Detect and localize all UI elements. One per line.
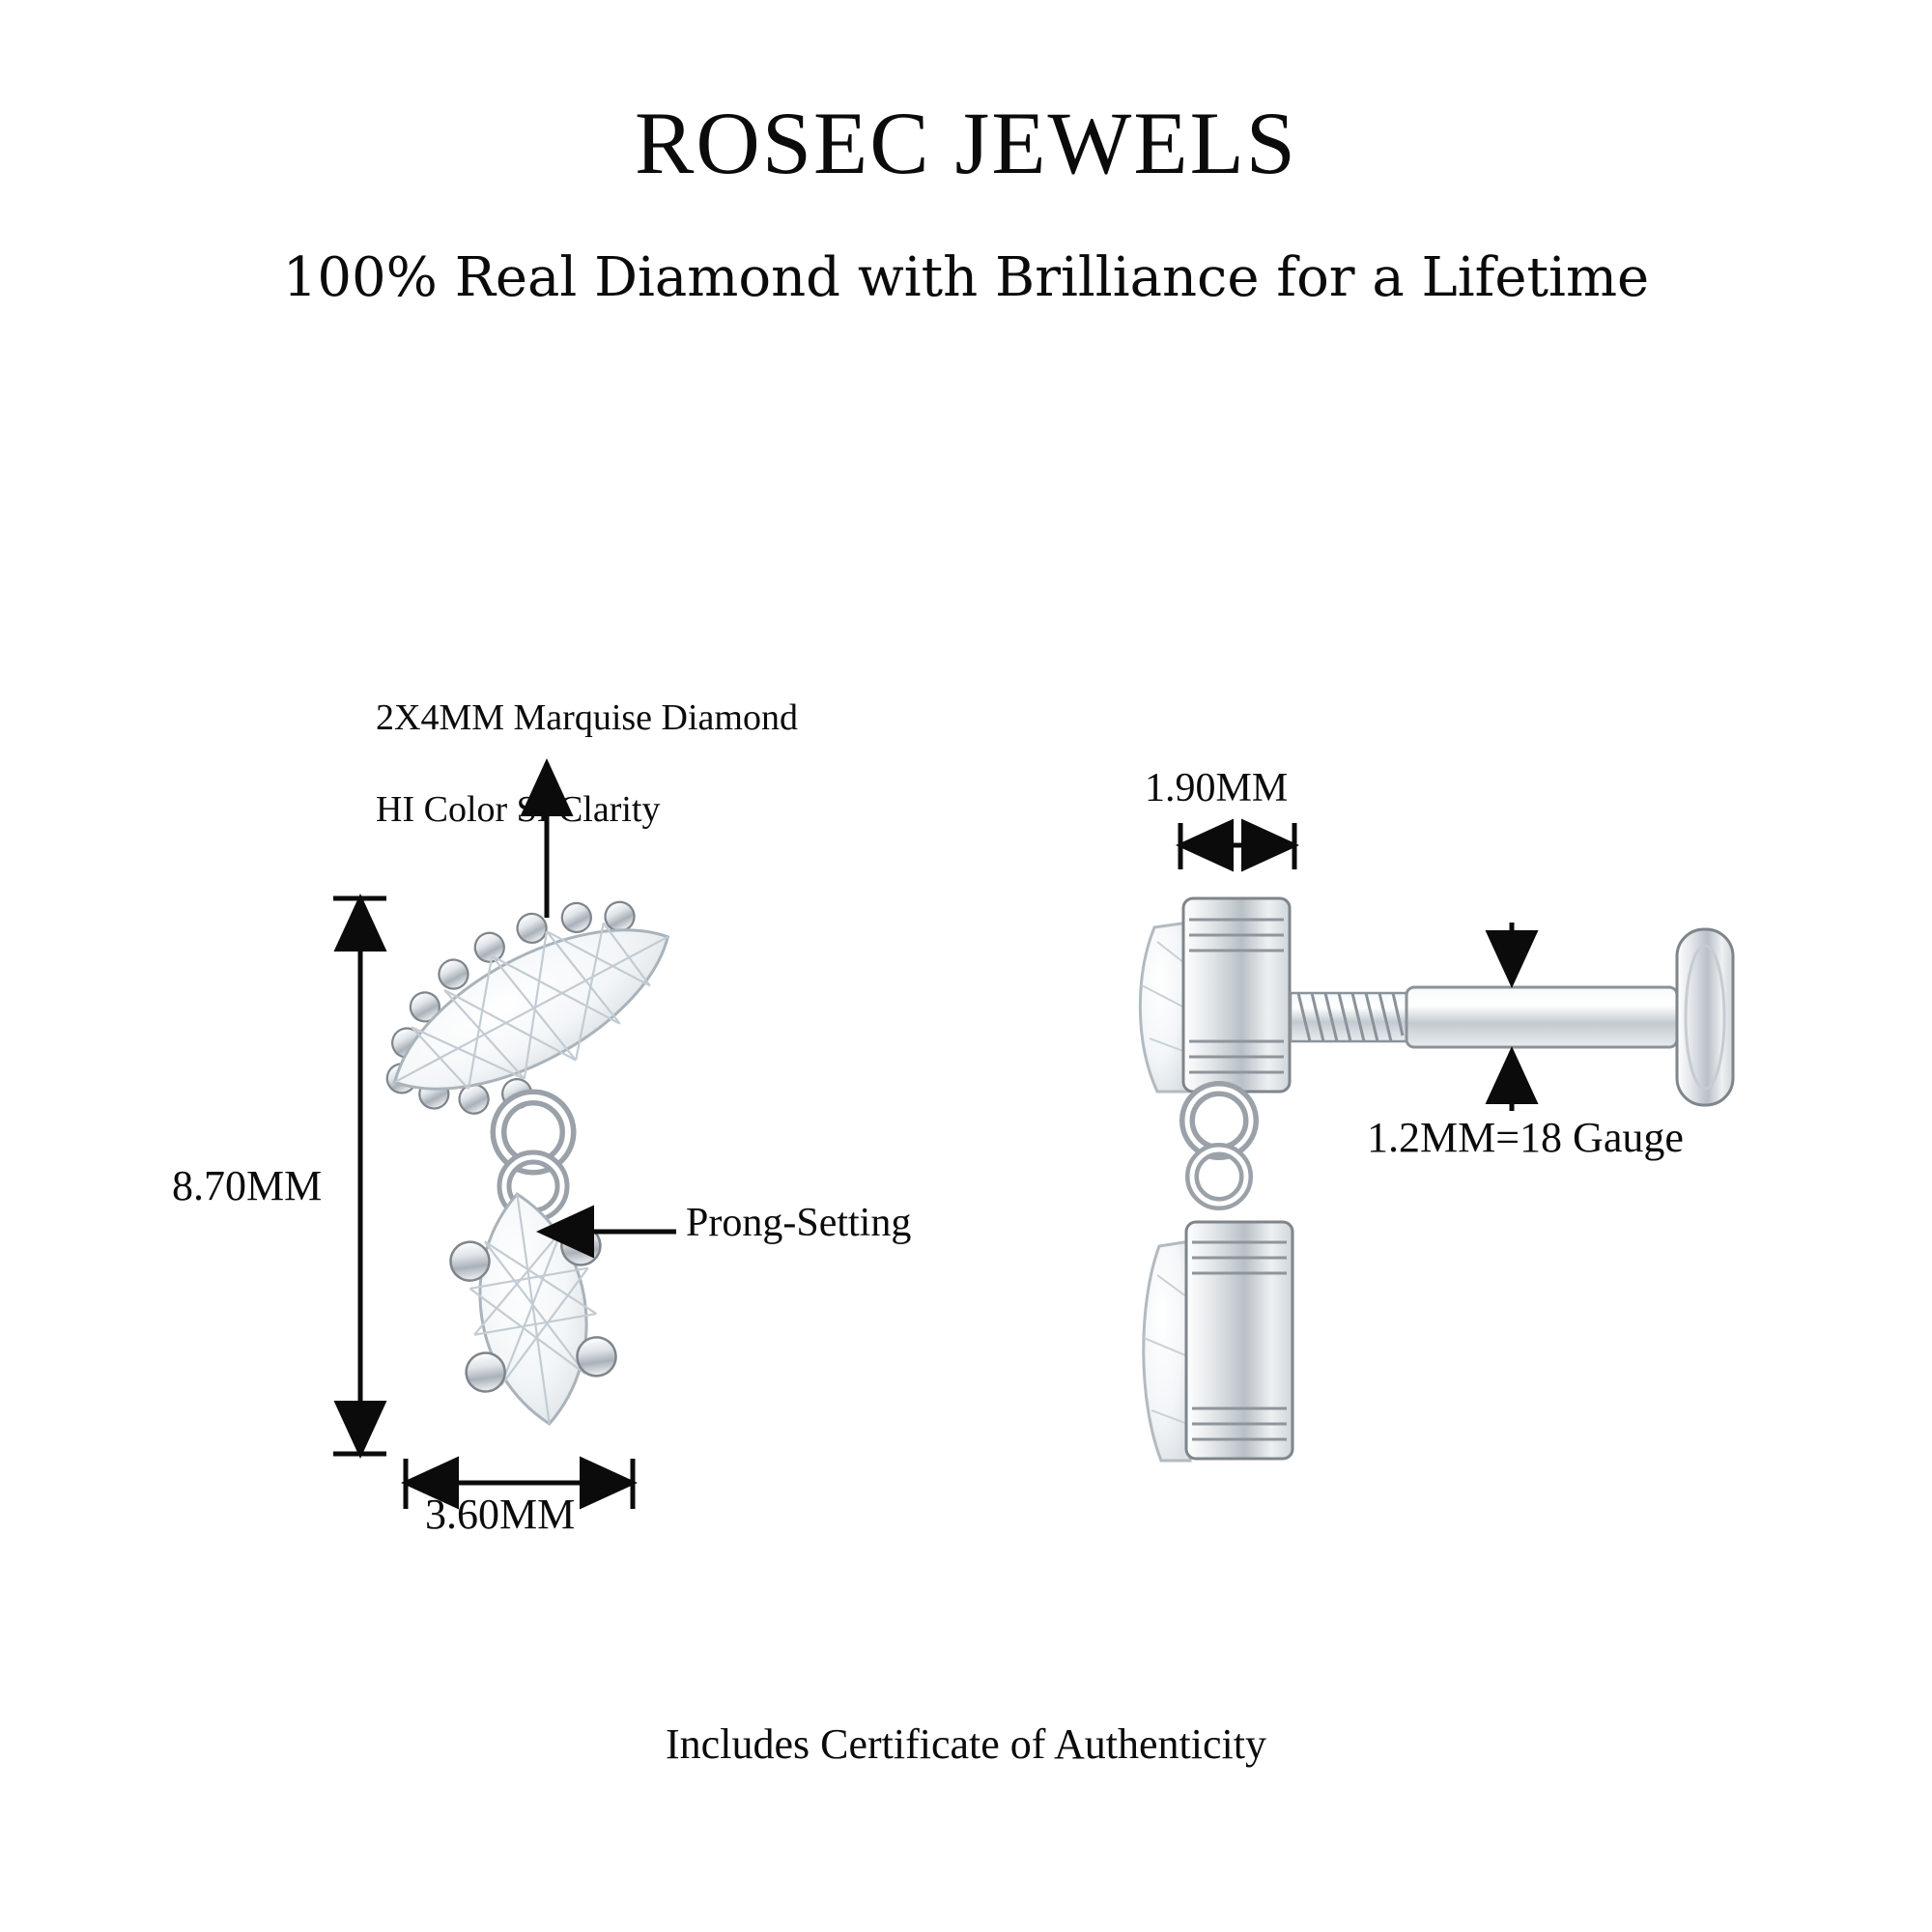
- lower-marquise-stone: [442, 1183, 624, 1434]
- stone-spec-line2: HI Color SI Clarity: [376, 788, 661, 830]
- page-title: ROSEC JEWELS: [635, 94, 1297, 192]
- page-subtitle: 100% Real Diamond with Brilliance for a Lifetime: [282, 246, 1650, 309]
- stone-spec-line1: 2X4MM Marquise Diamond: [376, 696, 798, 738]
- prong-setting-label: Prong-Setting: [686, 1201, 912, 1245]
- side-lower-setting: [1186, 1222, 1293, 1459]
- side-upper-stone-edge: [1140, 923, 1188, 1092]
- gauge-label: 1.2MM=18 Gauge: [1367, 1114, 1684, 1161]
- total-width-label: 3.60MM: [425, 1491, 576, 1538]
- front-view-group: [333, 763, 706, 1509]
- side-upper-setting: [1183, 898, 1290, 1092]
- dimension-post-width: [1180, 823, 1294, 869]
- post-width-label: 1.90MM: [1145, 766, 1289, 810]
- total-height-label: 8.70MM: [172, 1162, 323, 1209]
- certificate-note: Includes Certificate of Authenticity: [666, 1720, 1266, 1768]
- dimension-width: [406, 1459, 633, 1509]
- upper-marquise-stone: [347, 859, 706, 1158]
- side-view-group: [1140, 823, 1733, 1461]
- side-lower-stone-edge: [1144, 1241, 1190, 1461]
- dimension-height: [333, 898, 386, 1454]
